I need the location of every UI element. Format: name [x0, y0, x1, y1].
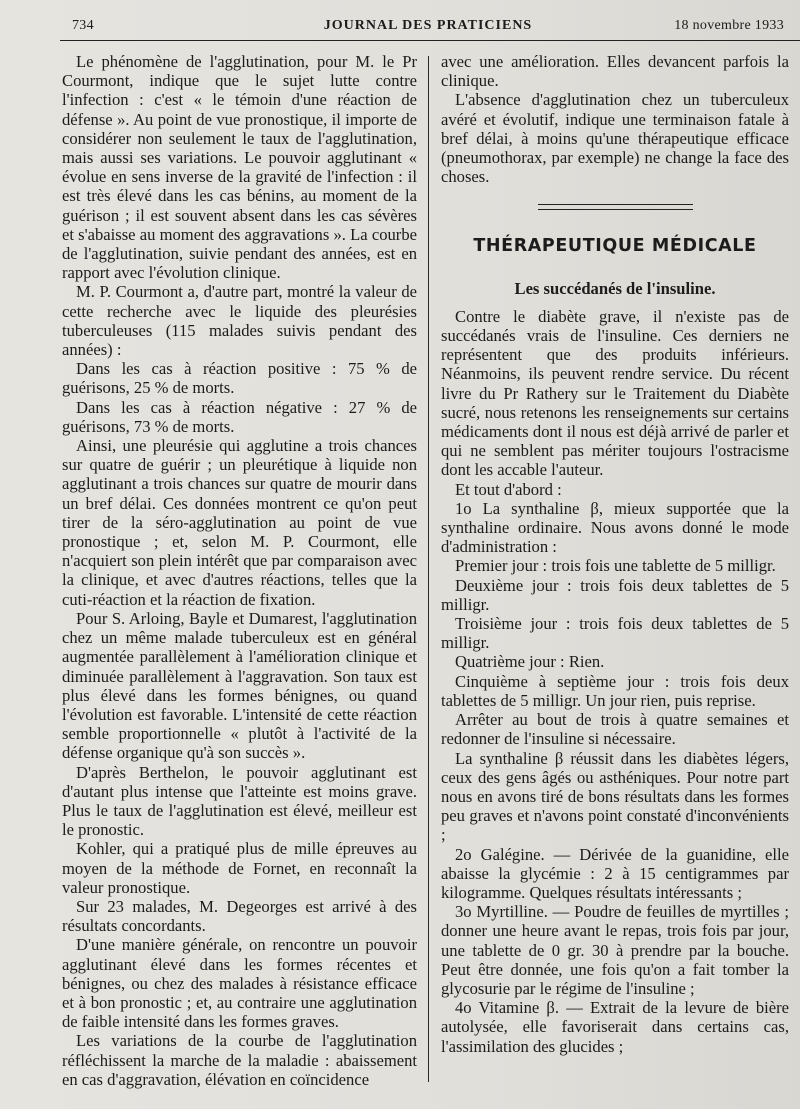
paragraph: L'absence d'agglutination chez un tuberculeux avéré et évolutif, indique une terminaison fatale à bref délai, à moins qu'une thérapeutique efficace (pneumothorax, par exemple) ne change la face des choses.	[441, 90, 789, 187]
paragraph: Et tout d'abord :	[455, 479, 562, 499]
page-number: 734	[72, 18, 94, 33]
section-title: THÉRAPEUTIQUE MÉDICALE	[473, 236, 757, 257]
header-rule	[60, 40, 800, 41]
paragraph: Dans les cas à réaction positive : 75 % de guérisons, 25 % de morts.	[62, 359, 417, 398]
schedule-line: Premier jour : trois fois une tablette de 5 milligr.	[455, 556, 776, 576]
list-item: 2o Galégine. — Dérivée de la guanidine, elle abaisse la glycémie : 2 à 15 centigrammes par kilogramme. Quelques résultats intéressants ;	[441, 844, 789, 902]
schedule-line: Deuxième jour : trois fois deux tablettes de 5 milligr.	[441, 575, 789, 614]
section-divider	[538, 204, 693, 210]
schedule-line: Cinquième à septième jour : trois fois deux tablettes de 5 milligr. Un jour rien, puis reprise.	[441, 671, 789, 710]
paragraph: Dans les cas à réaction négative : 27 % de guérisons, 73 % de morts.	[62, 397, 417, 436]
list-item: 4o Vitamine β. — Extrait de la levure de bière autolysée, elle favoriserait dans certains cas, l'assimilation des glucides ;	[441, 998, 789, 1056]
paragraph-continuation: avec une amélioration. Elles devancent parfois la clinique.	[441, 52, 789, 91]
list-item: 3o Myrtilline. — Poudre de feuilles de myrtilles ; donner une heure avant le repas, trois fois par jour, une tablette de 0 gr. 30 à prendre par la bouche. Peut être donnée, une fois qu'on a fait tomber la glycosurie par le régime de l'insuline ;	[441, 902, 789, 998]
paragraph: Pour S. Arloing, Bayle et Dumarest, l'agglutination chez un même malade tuberculeux est en général augmentée parallèlement à l'amélioration clinique et diminuée parallèlement à l'aggravation. Son taux est plus élevé dans les formes bénignes, ou quand l'évolution est favorable. L'intensité de cette réaction semble proportionnelle « plutôt à l'activité de la défense organique qu'à son succès ».	[62, 608, 417, 763]
paragraph: D'une manière générale, on rencontre un pouvoir agglutinant élevé dans les formes récentes et bénignes, ou chez des malades à résistance efficace et à bon pronostic ; et, au contraire une agglutination de faible intensité dans les formes graves.	[62, 935, 417, 1032]
paragraph: La synthaline β réussit dans les diabètes légers, ceux des gens âgés ou asthéniques. Pour notre part nous en avons tiré de bons résultats dans les formes peu graves et n'avons point constaté d'inconvénients ;	[441, 748, 789, 845]
paragraph: Contre le diabète grave, il n'existe pas de succédanés vrais de l'insuline. Ces derniers ne représentent que des produits inférieurs. Néanmoins, ils peuvent rendre service. Du récent livre du Pr Rathery sur le Traitement du Diabète sucré, nous retenons les renseignements sur certains médicaments dont il nous est déjà arrivé de parler et qui ne semblent pas mériter toujours l'ostracisme dont les accable l'auteur.	[441, 306, 789, 480]
page-header	[72, 18, 784, 40]
paragraph: Kohler, qui a pratiqué plus de mille épreuves au moyen de la méthode de Fornet, en reconnaît la valeur pronostique.	[62, 839, 417, 897]
paragraph: Les variations de la courbe de l'agglutination réfléchissent la marche de la maladie : abaissement en cas d'aggravation, élévation en coïncidence	[62, 1031, 417, 1089]
column-divider	[428, 56, 429, 1082]
paragraph: M. P. Courmont a, d'autre part, montré la valeur de cette recherche avec le liquide des pleurésies tuberculeuses (115 malades suivis pendant des années) :	[62, 282, 417, 360]
paragraph: Le phénomène de l'agglutination, pour M. le Pr Courmont, indique que le sujet lutte contre l'infection : c'est « le témoin d'une réaction de défense ». Au point de vue pronostique, il importe de considérer non seulement le taux de l'agglutination, mais aussi ses variations. Le pouvoir agglutinant « évolue en sens inverse de la gravité de l'infection : il est très élevé dans les cas bénins, au moment de la guérison ; il est souvent absent dans les cas sévères et s'abaisse au moment des aggravations ». La courbe de l'agglutination, suivie pendant des années, est en rapport avec l'évolution clinique.	[62, 52, 417, 283]
paragraph: Sur 23 malades, M. Degeorges est arrivé à des résultats concordants.	[62, 896, 417, 936]
paragraph: D'après Berthelon, le pouvoir agglutinant est d'autant plus intense que l'atteinte est moins grave. Plus le taux de l'agglutination est élevé, meilleur est le pronostic.	[62, 762, 417, 840]
paragraph: Ainsi, une pleurésie qui agglutine a trois chances sur quatre de guérir ; un pleurétique à liquide non agglutinant a trois chances sur quatre de mourir dans un bref délai. Ces données montrent ce qu'on peut tirer de la séro-agglutination au point de vue pronostique ; et, selon M. P. Courmont, elle n'acquiert son plein intérêt que par comparaison avec la clinique, et avec d'autres réactions, telles que la cuti-réaction et la réaction de fixation.	[62, 436, 417, 609]
schedule-line: Troisième jour : trois fois deux tablettes de 5 milligr.	[441, 614, 789, 653]
issue-date: 18 novembre 1933	[674, 18, 784, 33]
left-column	[62, 52, 417, 1089]
right-column	[441, 52, 789, 1056]
schedule-line: Quatrième jour : Rien.	[455, 652, 605, 672]
schedule-line: Arrêter au bout de trois à quatre semaines et redonner de l'insuline si nécessaire.	[441, 710, 789, 749]
list-item: 1o La synthaline β, mieux supportée que la synthaline ordinaire. Nous avons donné le mode d'administration :	[441, 498, 789, 557]
article-subtitle: Les succédanés de l'insuline.	[514, 278, 716, 298]
journal-title: JOURNAL DES PRATICIENS	[323, 18, 533, 33]
